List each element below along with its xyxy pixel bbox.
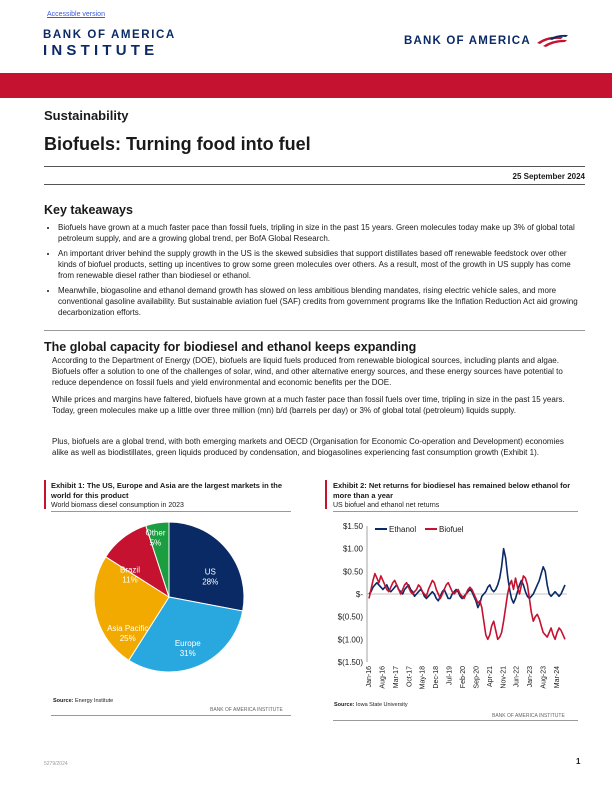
x-tick-label: Jan-23 [527, 666, 535, 688]
x-tick-label: Jun-22 [513, 666, 521, 688]
page-title: Biofuels: Turning food into fuel [44, 134, 311, 154]
pie-label: Brazil [119, 565, 141, 575]
pie-value-label: 5% [149, 538, 162, 548]
logo-line2: INSTITUTE [43, 42, 159, 59]
x-tick-label: Mar-17 [392, 666, 400, 689]
x-tick-label: Jul-19 [446, 666, 454, 686]
y-tick-label: $- [355, 590, 363, 599]
exhibit2-accent-bar [325, 480, 327, 509]
legend-label: Ethanol [389, 525, 417, 534]
takeaways-divider [44, 330, 585, 331]
pie-label: US [204, 567, 216, 577]
takeaway-item: • An important driver behind the supply growth in the US is the skewed subsidies that support distillates based off renewable feedstock over other kinds of biofuel products, setting up incentives to grow some green molecules over others. As a result, most of the growth in US supply has come from renewable diesel rather than biodiesel or ethanol. [58, 248, 586, 281]
y-tick-label: $1.50 [342, 522, 363, 531]
x-tick-label: Jan-16 [366, 666, 373, 688]
exhibit2-line-chart [325, 512, 580, 702]
page-number: 1 [576, 757, 581, 766]
exhibit1-source [53, 698, 113, 704]
body-paragraph: According to the Department of Energy (DOE), biofuels are liquid fuels produced from renewable biological sources, including plants and algae. Biofuels offer a solution to one of the challenges of solar, wind, and other alternative energy sources, and these energy sources have potential to reduce dependence on fossil fuels and yield environmental and economic benefits per the DOE. [52, 356, 563, 387]
exhibit1-accent-bar [44, 480, 46, 509]
section-heading: The global capacity for biodiesel and ethanol keeps expanding [44, 340, 417, 354]
exhibit2-source [334, 702, 408, 708]
exhibit2-bottom-rule [333, 720, 578, 721]
legend-label: Biofuel [439, 525, 464, 534]
pie-label: Other [145, 528, 166, 538]
x-tick-label: Sep-20 [473, 666, 481, 689]
pie-label: Europe [174, 638, 201, 648]
date-divider [44, 184, 585, 185]
exhibit1-bottom-rule [51, 715, 291, 716]
x-tick-label: Aug-23 [540, 666, 548, 689]
logo-line1: BANK OF AMERICA [43, 29, 176, 41]
source-label: Source: [53, 698, 74, 704]
x-tick-label: Oct-17 [406, 666, 414, 688]
section-label: Sustainability [44, 108, 129, 123]
exhibit2-credit: BANK OF AMERICA INSTITUTE [492, 713, 565, 719]
x-tick-label: Aug-16 [379, 666, 387, 689]
body-paragraph: Plus, biofuels are a global trend, with both emerging markets and OECD (Organisation for Economic Co-operation and Development) economies alike as well as biodistillates, green liquids produced by condensation, and biogasolines experiencing fast consumption growth (Exhibit 1). [52, 437, 564, 457]
flag-icon [535, 34, 569, 48]
x-tick-label: Feb-20 [460, 666, 467, 689]
series-line-biofuel [369, 574, 565, 640]
x-tick-label: Mar-24 [554, 666, 561, 689]
takeaway-item: • Meanwhile, biogasoline and ethanol demand growth has slowed on less ambitious blending mandates, rising electric vehicle sales, and more conventional gasoline availability. But sustainable aviation fuel (SAF) credits from government programs like the Inflation Reduction Act aid growing decarbonization efforts. [58, 285, 586, 318]
y-tick-label: $(1.50) [337, 658, 363, 667]
x-tick-label: Apr-21 [486, 666, 494, 688]
accessible-version-link[interactable]: Accessible version [47, 11, 105, 18]
key-takeaways-heading: Key takeaways [44, 203, 133, 217]
takeaway-item: • Biofuels have grown at a much faster pace than fossil fuels, tripling in size in the past 15 years. Green molecules today make up 3% of global total petroleum supply, and are a growing global trend, per BofA Global Research. [58, 222, 586, 244]
exhibit2-subtitle: US biofuel and ethanol net returns [333, 502, 440, 509]
publication-date: 25 September 2024 [512, 172, 585, 181]
source-text: Energy Institute [73, 698, 114, 704]
y-tick-label: $1.00 [342, 544, 363, 554]
x-tick-label: Dec-18 [433, 666, 441, 689]
header-red-band [0, 73, 612, 98]
x-tick-label: Nov-21 [500, 666, 508, 689]
source-label: Source: [334, 702, 355, 708]
bank-of-america-institute-logo [43, 29, 176, 59]
exhibit1-subtitle: World biomass diesel consumption in 2023 [51, 502, 184, 509]
source-text: Iowa State University [354, 702, 408, 708]
series-line-ethanol [369, 549, 565, 608]
x-tick-label: May-18 [419, 666, 427, 690]
pie-value-label: 31% [179, 648, 196, 658]
pie-value-label: 25% [119, 633, 136, 643]
title-divider [44, 166, 585, 167]
y-tick-label: $(1.00) [337, 635, 363, 645]
brand-logo-text: BANK OF AMERICA [404, 35, 531, 47]
exhibit1-title: Exhibit 1: The US, Europe and Asia are the largest markets in the world for this product [51, 481, 283, 500]
y-tick-label: $(0.50) [337, 612, 363, 622]
footer-code: 5279/2024 [44, 761, 68, 767]
pie-label: Asia Pacific [107, 623, 149, 633]
body-paragraph: While prices and margins have faltered, biofuels have grown at a much faster pace than fossil fuels over time, tripling in size in the past 15 years. Today, green molecules make up a little over three million (mn) b/d (barrels per day) or 3% of global total (petroleum) liquids supply. [52, 395, 565, 415]
key-takeaways-list [44, 222, 586, 322]
bank-of-america-logo [404, 34, 569, 48]
y-tick-label: $0.50 [342, 567, 363, 577]
exhibit1-pie-chart [44, 512, 294, 692]
exhibit1-credit: BANK OF AMERICA INSTITUTE [210, 707, 283, 713]
exhibit2-title: Exhibit 2: Net returns for biodiesel has remained below ethanol for more than a year [333, 481, 571, 500]
pie-value-label: 11% [122, 575, 138, 585]
pie-value-label: 28% [202, 577, 219, 587]
